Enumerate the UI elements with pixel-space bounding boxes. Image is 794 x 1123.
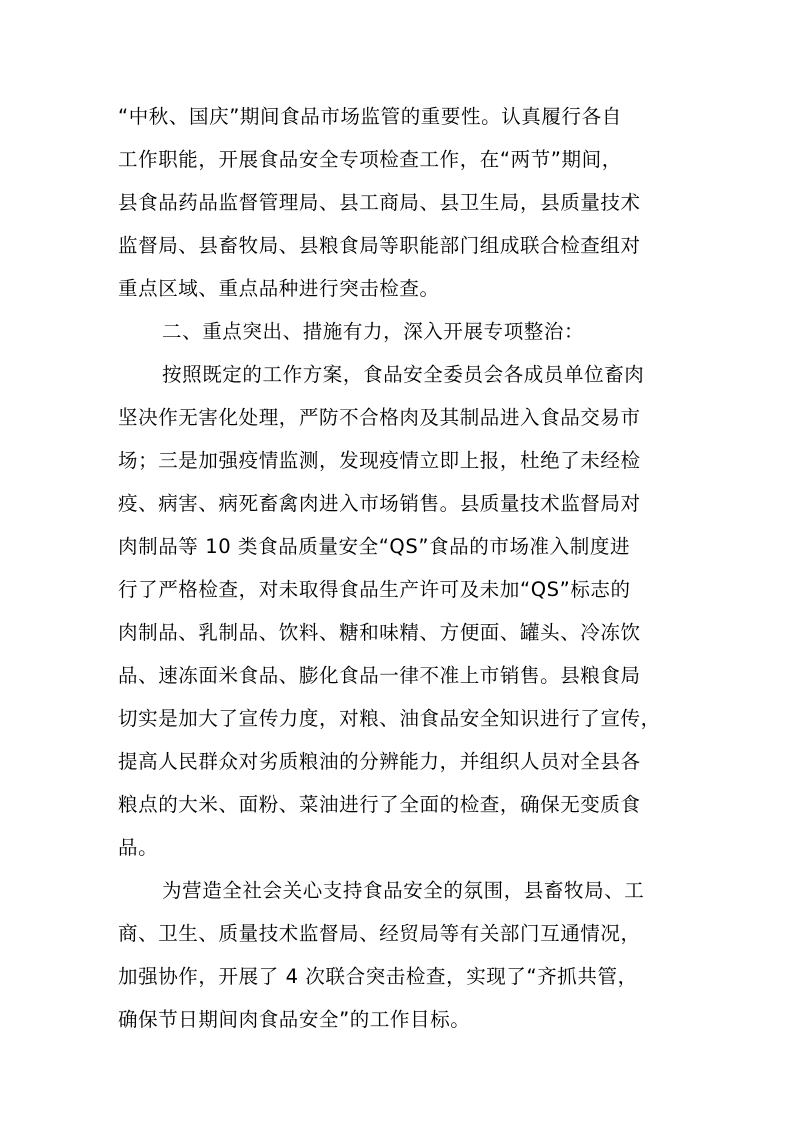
text-line-4: 监督局、县畜牧局、县粮食局等职能部门组成联合检查组对: [118, 234, 641, 257]
text-line-5: 重点区域、重点品种进行突击检查。: [118, 277, 440, 300]
text-line-19: 为营造全社会关心支持食品安全的氛围，县畜牧局、工: [162, 879, 645, 902]
text-line-2: 工作职能，开展食品安全专项检查工作，在“两节”期间，: [118, 148, 622, 171]
text-line-10: 疫、病害、病死畜禽肉进入市场销售。县质量技术监督局对: [118, 492, 641, 515]
text-line-15: 切实是加大了宣传力度，对粮、油食品安全知识进行了宣传，: [118, 707, 661, 730]
text-line-16: 提高人民群众对劣质粮油的分辨能力，并组织人员对全县各: [118, 750, 641, 773]
text-line-21: 加强协作，开展了 4 次联合突击检查，实现了“齐抓共管，: [118, 965, 638, 988]
text-line-13: 肉制品、乳制品、饮料、糖和味精、方便面、罐头、冷冻饮: [118, 621, 641, 644]
text-line-1: “中秋、国庆”期间食品市场监管的重要性。认真履行各自: [118, 105, 622, 128]
text-line-9: 场；三是加强疫情监测，发现疫情立即上报，杜绝了未经检: [118, 449, 641, 472]
section-heading: 二、重点突出、措施有力，深入开展专项整治：: [162, 320, 585, 343]
text-line-14: 品、速冻面米食品、膨化食品一律不准上市销售。县粮食局: [118, 664, 641, 687]
text-line-18: 品。: [118, 836, 159, 859]
text-line-22: 确保节日期间肉食品安全”的工作目标。: [118, 1008, 471, 1031]
text-line-12: 行了严格检查，对未取得食品生产许可及未加“QS”标志的: [118, 578, 631, 601]
text-line-3: 县食品药品监督管理局、县工商局、县卫生局，县质量技术: [118, 191, 641, 214]
text-line-11: 肉制品等 10 类食品质量安全“QS”食品的市场准入制度进: [118, 535, 631, 558]
text-line-17: 粮点的大米、面粉、菜油进行了全面的检查，确保无变质食: [118, 793, 641, 816]
text-line-8: 坚决作无害化处理，严防不合格肉及其制品进入食品交易市: [118, 406, 641, 429]
text-line-7: 按照既定的工作方案，食品安全委员会各成员单位畜肉: [162, 363, 645, 386]
text-line-20: 商、卫生、质量技术监督局、经贸局等有关部门互通情况，: [118, 922, 641, 945]
